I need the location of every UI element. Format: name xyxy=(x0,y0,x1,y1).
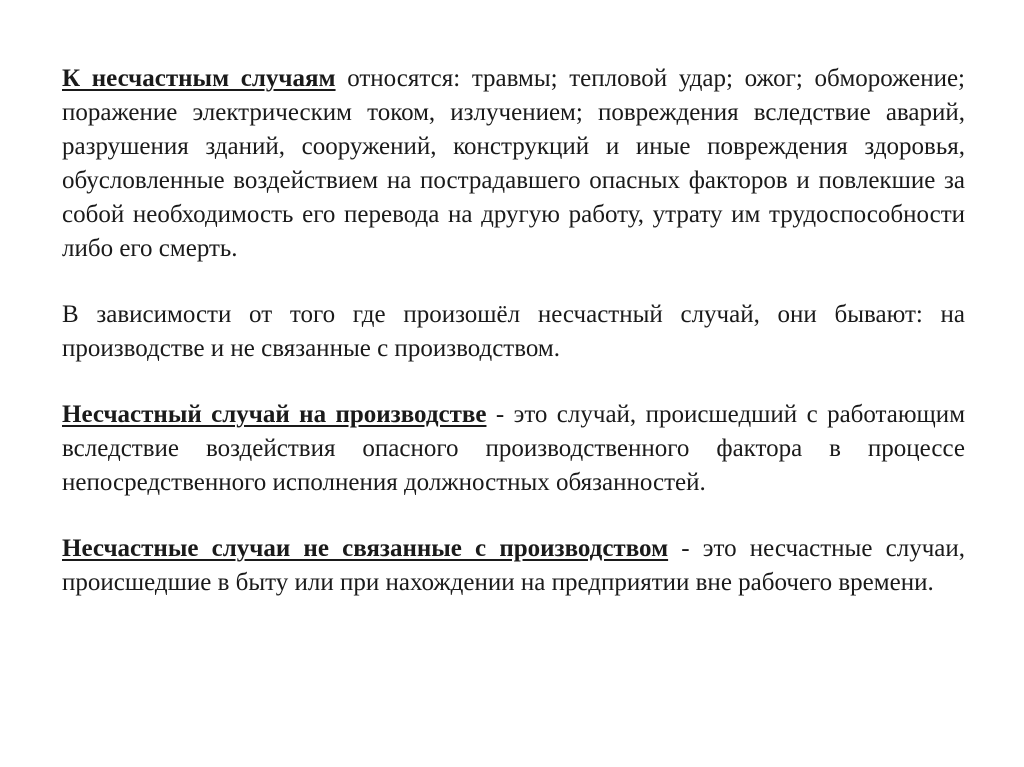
workplace-accident-text: - это случай, происшедший с работающим вследствие воздействия опасного производственного фактора в процессе непосредственного исполнения должностных обязанностей. xyxy=(62,401,966,496)
term-non-workplace-accident: Несчастные случаи не связанные с производством xyxy=(62,535,669,562)
paragraph-non-workplace-accident xyxy=(62,532,965,600)
paragraph-accident-definition xyxy=(62,62,965,266)
paragraph-workplace-accident xyxy=(62,398,965,500)
definition-text: относятся: травмы; тепловой удар; ожог; обморожение; поражение электрическим током, излучением; повреждения вследствие аварий, разрушения зданий, сооружений, конструкций и иные повреждения здоровья, обусловленные воздействием на пострадавшего опасных факторов и повлекшие за собой необходимость его перевода на другую работу, утрату им трудоспособности либо его смерть. xyxy=(62,65,966,262)
non-workplace-accident-text: - это несчастные случаи, происшедшие в быту или при нахождении на предприятии вне рабочего времени. xyxy=(62,535,965,596)
paragraph-accident-classification xyxy=(62,298,965,366)
slide-content xyxy=(62,62,965,600)
term-workplace-accident: Несчастный случай на производстве xyxy=(62,401,487,428)
term-accidents: К несчастным случаям xyxy=(62,65,336,92)
classification-text: В зависимости от того где произошёл несчастный случай, они бывают: на производстве и не связанные с производством. xyxy=(62,301,965,362)
